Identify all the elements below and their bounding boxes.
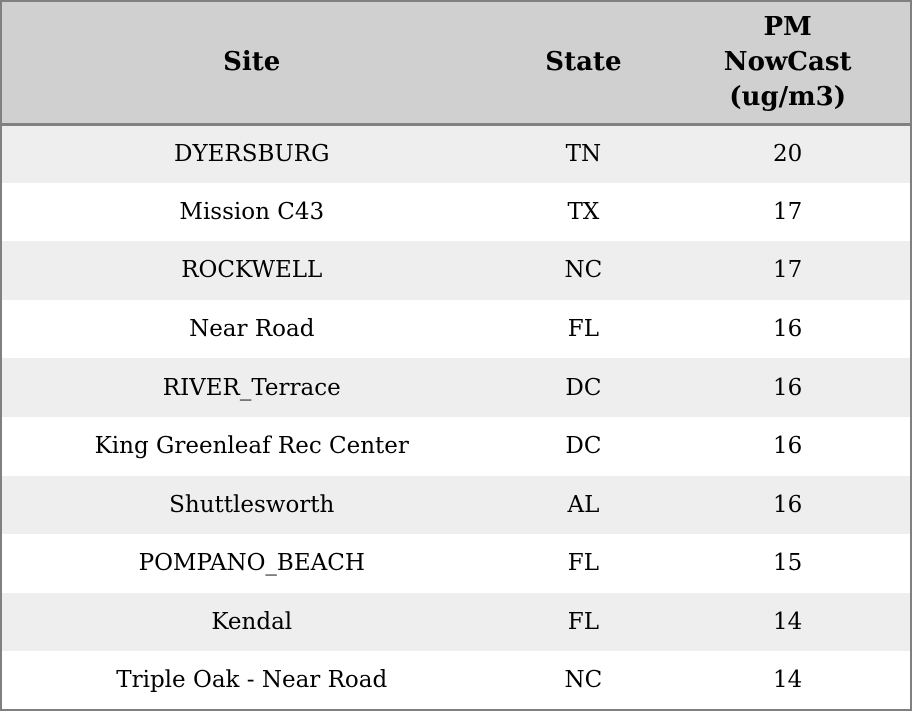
table-row <box>1 534 911 593</box>
cell-state: NC <box>564 257 603 284</box>
cell-state: TX <box>567 198 600 225</box>
cell-site: Near Road <box>189 316 315 343</box>
cell-pm-value: 16 <box>773 433 803 460</box>
cell-site: DYERSBURG <box>174 141 330 168</box>
col-header-pm-nowcast <box>665 1 911 124</box>
cell-site: POMPANO_BEACH <box>138 550 365 577</box>
cell-state: DC <box>565 433 602 460</box>
table-row <box>1 417 911 476</box>
cell-pm-value: 20 <box>773 141 803 168</box>
table-row <box>1 124 911 183</box>
cell-pm-value: 16 <box>773 491 803 518</box>
cell-state: NC <box>564 667 603 694</box>
cell-site: King Greenleaf Rec Center <box>94 433 409 460</box>
table-header <box>1 1 911 124</box>
cell-state: FL <box>567 609 600 636</box>
cell-state: AL <box>567 491 600 518</box>
cell-pm-value: 16 <box>773 316 803 343</box>
cell-pm-value: 17 <box>773 198 803 225</box>
col-header-state-label: State <box>545 46 622 77</box>
cell-pm-value: 15 <box>773 550 803 577</box>
cell-site: ROCKWELL <box>181 257 323 284</box>
table-row <box>1 241 911 300</box>
table-row <box>1 476 911 535</box>
table-row <box>1 651 911 710</box>
col-header-site-label: Site <box>223 46 281 77</box>
table-row <box>1 593 911 652</box>
table-row <box>1 358 911 417</box>
col-header-state <box>502 1 666 124</box>
table-row <box>1 300 911 359</box>
cell-site: Mission C43 <box>179 198 325 225</box>
cell-state: DC <box>565 374 602 401</box>
cell-site: Shuttlesworth <box>169 491 335 518</box>
cell-pm-value: 14 <box>773 667 803 694</box>
cell-site: RIVER_Terrace <box>162 374 341 401</box>
cell-state: TN <box>565 141 602 168</box>
cell-site: Kendal <box>211 609 293 636</box>
cell-pm-value: 17 <box>773 257 803 284</box>
table-row <box>1 183 911 242</box>
header-row <box>1 1 911 124</box>
cell-state: FL <box>567 316 600 343</box>
cell-pm-value: 14 <box>773 609 803 636</box>
col-header-site <box>1 1 502 124</box>
cell-site: Triple Oak - Near Road <box>116 667 388 694</box>
cell-state: FL <box>567 550 600 577</box>
cell-pm-value: 16 <box>773 374 803 401</box>
table-body <box>1 124 911 710</box>
col-header-pm-nowcast-label: PM NowCast (ug/m3) <box>723 11 852 112</box>
